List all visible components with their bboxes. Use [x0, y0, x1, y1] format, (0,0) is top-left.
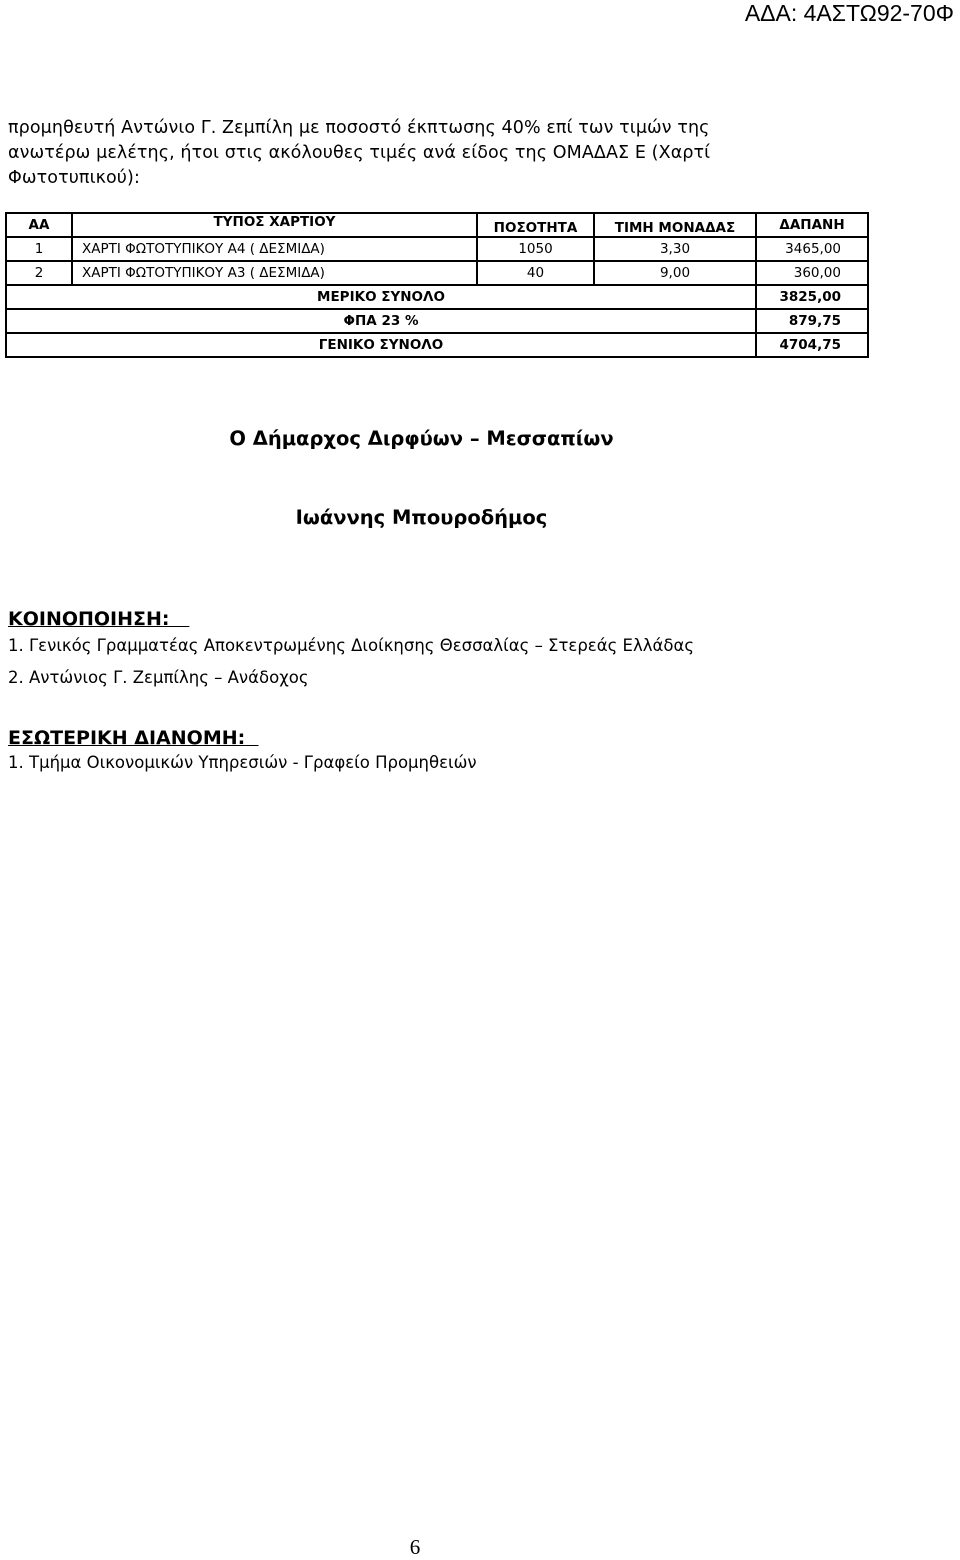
notification-heading-text: ΚΟΙΝΟΠΟΙΗΣΗ: [8, 608, 170, 630]
total-label: ΓΕΝΙΚΟ ΣΥΝΟΛΟ [6, 333, 756, 357]
intro-line: προμηθευτή Αντώνιο Γ. Ζεμπίλη με ποσοστό έκπτωσης 40% επί των τιμών της [8, 118, 710, 138]
cell-quantity: 1050 [477, 237, 594, 261]
cell-type: ΧΑΡΤΙ ΦΩΤΟΤΥΠΙΚΟΥ Α4 ( ΔΕΣΜΙΔΑ) [72, 237, 477, 261]
table-header-row [6, 213, 868, 237]
total-row [6, 333, 868, 357]
internal-distribution-heading [8, 727, 258, 749]
intro-paragraph [8, 116, 958, 191]
internal-distribution-heading-text: ΕΣΩΤΕΡΙΚΗ ΔΙΑΝΟΜΗ: [8, 727, 246, 749]
vat-row [6, 309, 868, 333]
table-row [6, 237, 868, 261]
cell-aa: 2 [6, 261, 72, 285]
cell-unit-price: 9,00 [594, 261, 756, 285]
header-cost: ΔΑΠΑΝΗ [756, 213, 868, 237]
cell-aa: 1 [6, 237, 72, 261]
subtotal-row [6, 285, 868, 309]
intro-line: Φωτοτυπικού): [8, 168, 140, 188]
vat-label: ΦΠΑ 23 % [6, 309, 756, 333]
header-unit-price: ΤΙΜΗ ΜΟΝΑΔΑΣ [594, 213, 756, 237]
vat-value: 879,75 [756, 309, 868, 333]
header-quantity: ΠΟΣΟΤΗΤΑ [477, 213, 594, 237]
intro-line: ανωτέρω μελέτης, ήτοι στις ακόλουθες τιμές ανά είδος της ΟΜΑΔΑΣ Ε (Χαρτί [8, 143, 711, 163]
subtotal-label: ΜΕΡΙΚΟ ΣΥΝΟΛΟ [6, 285, 756, 309]
subtotal-value: 3825,00 [756, 285, 868, 309]
ada-code: ΑΔΑ: 4ΑΣΤΩ92-70Φ [744, 0, 954, 26]
header-aa: ΑΑ [6, 213, 72, 237]
notification-item: 1. Γενικός Γραμματέας Αποκεντρωμένης Διοίκησης Θεσσαλίας – Στερεάς Ελλάδας [8, 636, 695, 655]
signatory-name: Ιωάννης Μπουροδήμος [295, 506, 548, 529]
table-row [6, 261, 868, 285]
signatory-title: Ο Δήμαρχος Διρφύων – Μεσσαπίων [229, 427, 614, 450]
cell-unit-price: 3,30 [594, 237, 756, 261]
total-value: 4704,75 [756, 333, 868, 357]
page-number: 6 [409, 1535, 421, 1559]
header-type: ΤΥΠΟΣ ΧΑΡΤΙΟΥ [72, 213, 477, 237]
notification-item: 2. Αντώνιος Γ. Ζεμπίλης – Ανάδοχος [8, 668, 309, 687]
cell-type: ΧΑΡΤΙ ΦΩΤΟΤΥΠΙΚΟΥ Α3 ( ΔΕΣΜΙΔΑ) [72, 261, 477, 285]
internal-distribution-item: 1. Τμήμα Οικονομικών Υπηρεσιών - Γραφείο Προμηθειών [8, 753, 477, 772]
cell-quantity: 40 [477, 261, 594, 285]
supply-table [5, 212, 869, 358]
notification-heading [8, 608, 189, 630]
cell-cost: 3465,00 [756, 237, 868, 261]
cell-cost: 360,00 [756, 261, 868, 285]
